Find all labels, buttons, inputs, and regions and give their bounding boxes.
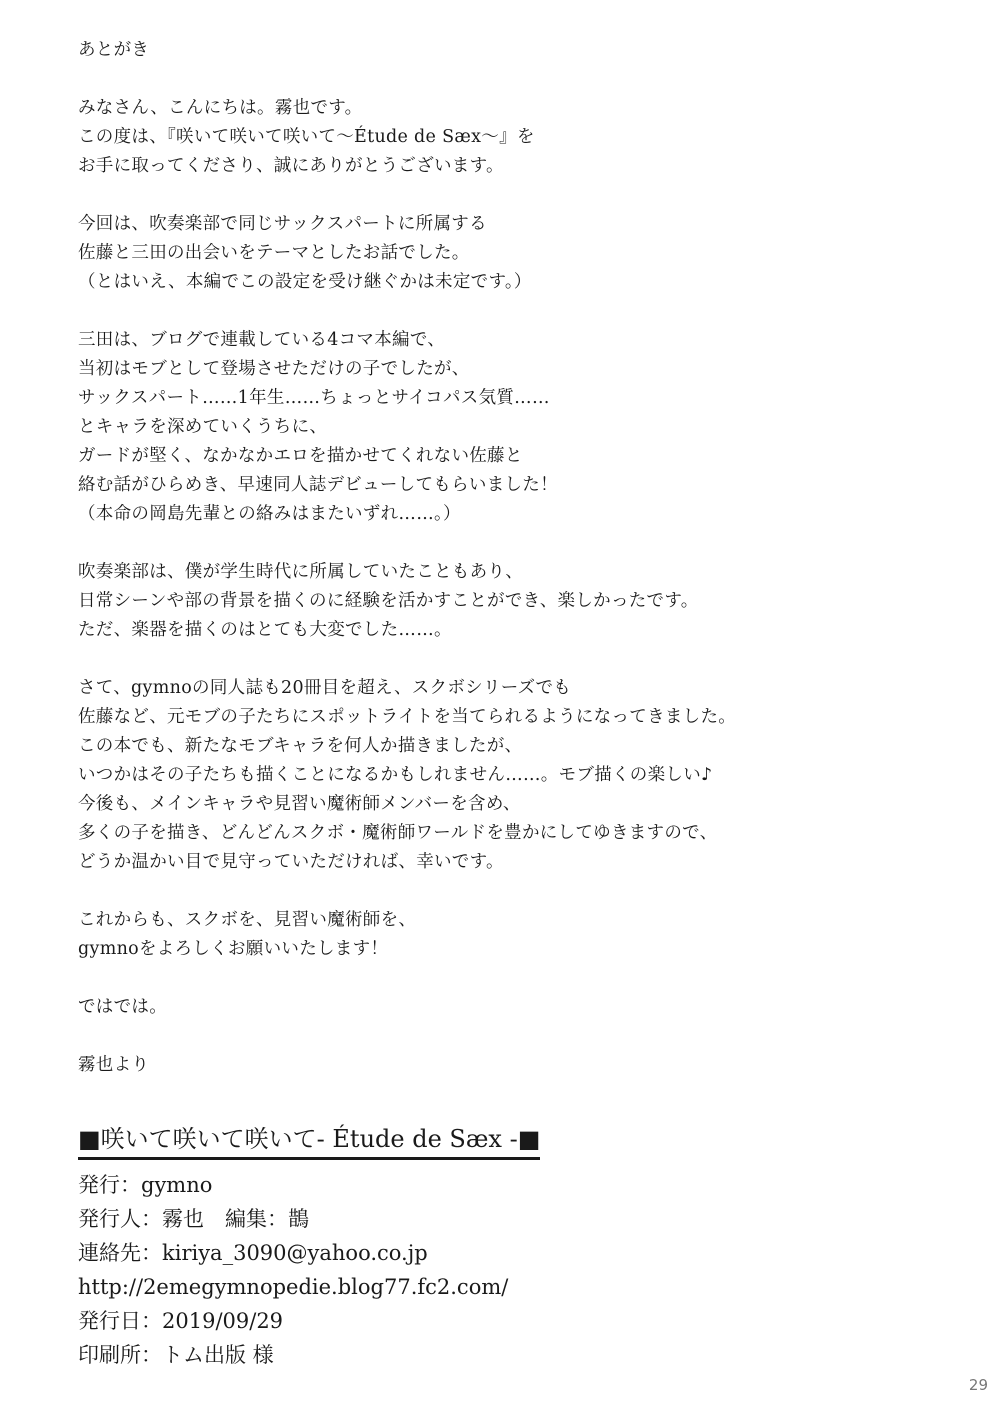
- text-line: 今回は、吹奏楽部で同じサックスパートに所属する: [78, 214, 487, 234]
- text-line: 吹奏楽部は、僕が学生時代に所属していたこともあり、: [78, 562, 523, 582]
- afterword-paragraph: [78, 94, 958, 181]
- paragraph-gap: [78, 964, 958, 993]
- text-line: いつかはその子たちも描くことになるかもしれません……。モブ描くの楽しい♪: [78, 765, 713, 785]
- paragraph-gap: [78, 877, 958, 906]
- text-line: さて、gymnoの同人誌も20冊目を超え、スクボシリーズでも: [78, 678, 572, 698]
- text-line: 当初はモブとして登場させただけの子でしたが、: [78, 359, 470, 379]
- colophon-printer: 印刷所：トム出版 様: [78, 1343, 274, 1367]
- paragraph-gap: [78, 529, 958, 558]
- text-line: ではでは。: [78, 997, 167, 1017]
- text-line: gymnoをよろしくお願いいたします！: [78, 939, 389, 959]
- colophon-list: [78, 1168, 958, 1372]
- colophon-contact: 連絡先：kiriya_3090@yahoo.co.jp: [78, 1241, 428, 1265]
- text-line: どうか温かい目で見守っていただければ、幸いです。: [78, 852, 504, 872]
- afterword-signature: [78, 1051, 958, 1080]
- afterword-heading: あとがき: [78, 40, 150, 60]
- colophon-url: http://2emegymnopedie.blog77.fc2.com/: [78, 1275, 509, 1299]
- text-line: 佐藤など、元モブの子たちにスポットライトを当てられるようになってきました。: [78, 707, 737, 727]
- text-line: ガードが堅く、なかなかエロを描かせてくれない佐藤と: [78, 446, 523, 466]
- text-line: 多くの子を描き、どんどんスクボ・魔術師ワールドを豊かにしてゆきますので、: [78, 823, 718, 843]
- text-line: この本でも、新たなモブキャラを何人か描きましたが、: [78, 736, 523, 756]
- page-number: 29: [968, 1376, 988, 1394]
- text-line: （とはいえ、本編でこの設定を受け継ぐかは未定です。）: [78, 272, 532, 292]
- colophon-section: [78, 1124, 958, 1372]
- afterword-section: [78, 36, 958, 1080]
- text-line: とキャラを深めていくうちに、: [78, 417, 328, 437]
- text-line: （本命の岡島先輩との絡みはまたいずれ……。）: [78, 504, 461, 524]
- afterword-paragraph: [78, 674, 958, 877]
- text-line: 日常シーンや部の背景を描くのに経験を活かすことができ、楽しかったです。: [78, 591, 699, 611]
- colophon-publisher: 発行：gymno: [78, 1173, 213, 1197]
- paragraph-gap: [78, 1022, 958, 1051]
- colophon-date: 発行日：2019/09/29: [78, 1309, 284, 1333]
- paragraph-gap: [78, 297, 958, 326]
- text-line: 今後も、メインキャラや見習い魔術師メンバーを含め、: [78, 794, 521, 814]
- text-line: サックスパート……1年生……ちょっとサイコパス気質……: [78, 388, 550, 408]
- afterword-paragraph: [78, 558, 958, 645]
- text-line: 佐藤と三田の出会いをテーマとしたお話でした。: [78, 243, 470, 263]
- afterword-paragraph: [78, 993, 958, 1022]
- paragraph-gap: [78, 65, 958, 94]
- afterword-paragraph: [78, 210, 958, 297]
- text-line: 霧也より: [78, 1055, 150, 1075]
- text-line: ただ、楽器を描くのはとても大変でした……。: [78, 620, 452, 640]
- afterword-paragraph: [78, 906, 958, 964]
- colophon-issuer-editor: 発行人：霧也 編集：鵲: [78, 1207, 309, 1231]
- text-line: 絡む話がひらめき、早速同人誌デビューしてもらいました！: [78, 475, 558, 495]
- paragraph-gap: [78, 181, 958, 210]
- afterword-paragraph: [78, 326, 958, 529]
- text-line: 三田は、ブログで連載している4コマ本編で、: [78, 330, 446, 350]
- colophon-title: ■咲いて咲いて咲いて- Étude de Sæx -■: [78, 1124, 540, 1160]
- text-line: この度は、『咲いて咲いて咲いて～Étude de Sæx～』を: [78, 127, 535, 147]
- text-line: お手に取ってくださり、誠にありがとうございます。: [78, 156, 504, 176]
- text-line: みなさん、こんにちは。霧也です。: [78, 98, 363, 118]
- paragraph-gap: [78, 645, 958, 674]
- text-line: これからも、スクボを、見習い魔術師を、: [78, 910, 417, 930]
